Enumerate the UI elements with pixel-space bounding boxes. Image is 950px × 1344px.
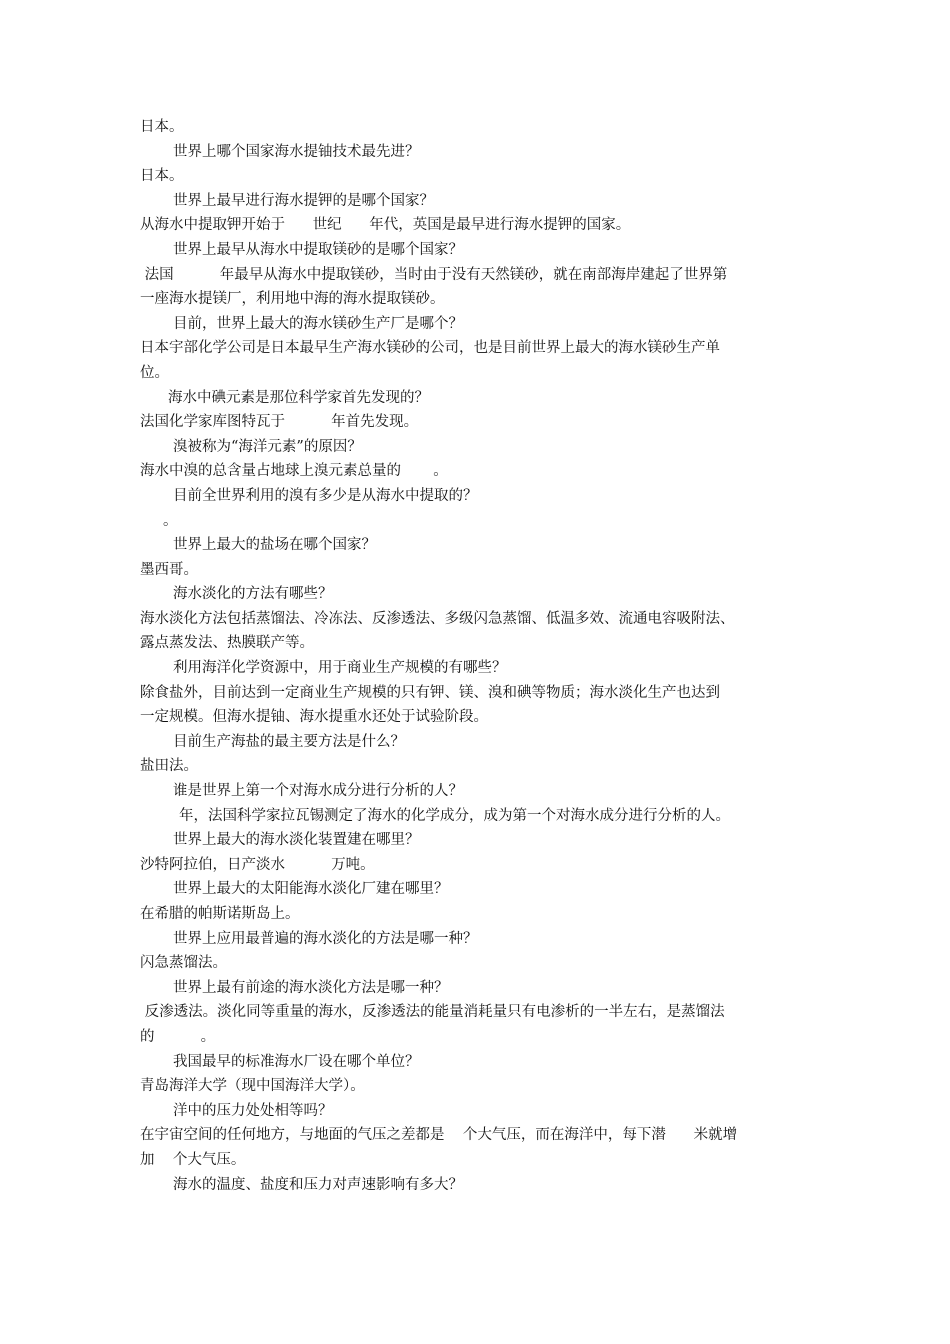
question-line: 溴被称为“海洋元素”的原因？ bbox=[173, 438, 362, 455]
answer-line: 除食盐外，目前达到一定商业生产规模的只有钾、镁、溴和碘等物质；海水淡化生产也达到 bbox=[140, 684, 720, 701]
answer-line: 在希腊的帕斯诺斯岛上。 bbox=[140, 906, 300, 922]
question-line: 世界上最早从海水中提取镁砂的是哪个国家？ bbox=[173, 241, 463, 258]
question-line: 世界上最有前途的海水淡化方法是哪一种？ bbox=[173, 979, 449, 996]
question-line: 世界上最大的海水淡化装置建在哪里？ bbox=[173, 832, 420, 849]
answer-line: 墨西哥。 bbox=[140, 561, 198, 578]
answer-line: 位。 bbox=[140, 364, 169, 381]
answer-line: 加 个大气压。 bbox=[140, 1151, 246, 1168]
question-line: 目前，世界上最大的海水镁砂生产厂是哪个？ bbox=[173, 315, 463, 332]
question-line: 世界上最大的盐场在哪个国家？ bbox=[173, 537, 376, 554]
document-body bbox=[140, 115, 812, 1197]
answer-line: 日本宇部化学公司是日本最早生产海水镁砂的公司，也是目前世界上最大的海水镁砂生产单 bbox=[140, 340, 720, 357]
question-line: 利用海洋化学资源中，用于商业生产规模的有哪些？ bbox=[173, 660, 507, 677]
answer-line: 从海水中提取钾开始于 世纪 年代，英国是最早进行海水提钾的国家。 bbox=[140, 217, 631, 234]
answer-line: 日本。 bbox=[140, 119, 184, 135]
answer-line: 反渗透法。淡化同等重量的海水，反渗透法的能量消耗量只有电渗析的一半左右，是蒸馏法 bbox=[140, 1004, 725, 1021]
question-line: 年，法国科学家拉瓦锡测定了海水的化学成分，成为第一个对海水成分进行分析的人。 bbox=[179, 807, 730, 824]
answer-line: 法国 年最早从海水中提取镁砂，当时由于没有天然镁砂，就在南部海岸建起了世界第 bbox=[140, 266, 728, 283]
answer-line: 日本。 bbox=[140, 168, 184, 185]
question-line: 目前生产海盐的最主要方法是什么？ bbox=[173, 733, 405, 750]
answer-line: 的 。 bbox=[140, 1028, 216, 1045]
answer-line: 在宇宙空间的任何地方，与地面的气压之差都是 个大气压，而在海洋中，每下潜 米就增 bbox=[140, 1127, 738, 1144]
question-line: 我国最早的标准海水厂设在哪个单位？ bbox=[173, 1053, 420, 1070]
answer-line: 沙特阿拉伯，日产淡水 万吨。 bbox=[140, 856, 375, 873]
question-line: 世界上最早进行海水提钾的是哪个国家？ bbox=[173, 192, 434, 209]
answer-line: 闪急蒸馏法。 bbox=[140, 955, 227, 972]
answer-line: 露点蒸发法、热膜联产等。 bbox=[140, 635, 314, 652]
answer-line: 海水淡化方法包括蒸馏法、冷冻法、反渗透法、多级闪急蒸馏、低温多效、流通电容吸附法、 bbox=[140, 610, 735, 627]
answer-line: 盐田法。 bbox=[140, 758, 198, 775]
question-line: 目前全世界利用的溴有多少是从海水中提取的？ bbox=[173, 487, 478, 504]
question-line: 洋中的压力处处相等吗？ bbox=[173, 1102, 333, 1119]
answer-line: 海水中溴的总含量占地球上溴元素总量的 。 bbox=[140, 463, 448, 480]
question-line: 海水淡化的方法有哪些？ bbox=[173, 586, 333, 603]
question-line: 世界上应用最普遍的海水淡化的方法是哪一种？ bbox=[173, 930, 478, 947]
question-line: 世界上哪个国家海水提铀技术最先进？ bbox=[173, 143, 420, 160]
question-line: 海水的温度、盐度和压力对声速影响有多大？ bbox=[173, 1176, 463, 1193]
question-line: 海水中碘元素是那位科学家首先发现的？ bbox=[168, 389, 429, 406]
question-line: 世界上最大的太阳能海水淡化厂建在哪里？ bbox=[173, 881, 449, 898]
answer-line: 一座海水提镁厂，利用地中海的海水提取镁砂。 bbox=[140, 291, 445, 308]
answer-line: 法国化学家库图特瓦于 年首先发现。 bbox=[140, 414, 419, 431]
answer-line: 青岛海洋大学（现中国海洋大学）。 bbox=[140, 1078, 365, 1095]
answer-line: 。 bbox=[140, 512, 178, 529]
question-line: 谁是世界上第一个对海水成分进行分析的人？ bbox=[173, 783, 463, 800]
answer-line: 一定规模。但海水提铀、海水提重水还处于试验阶段。 bbox=[140, 709, 488, 726]
